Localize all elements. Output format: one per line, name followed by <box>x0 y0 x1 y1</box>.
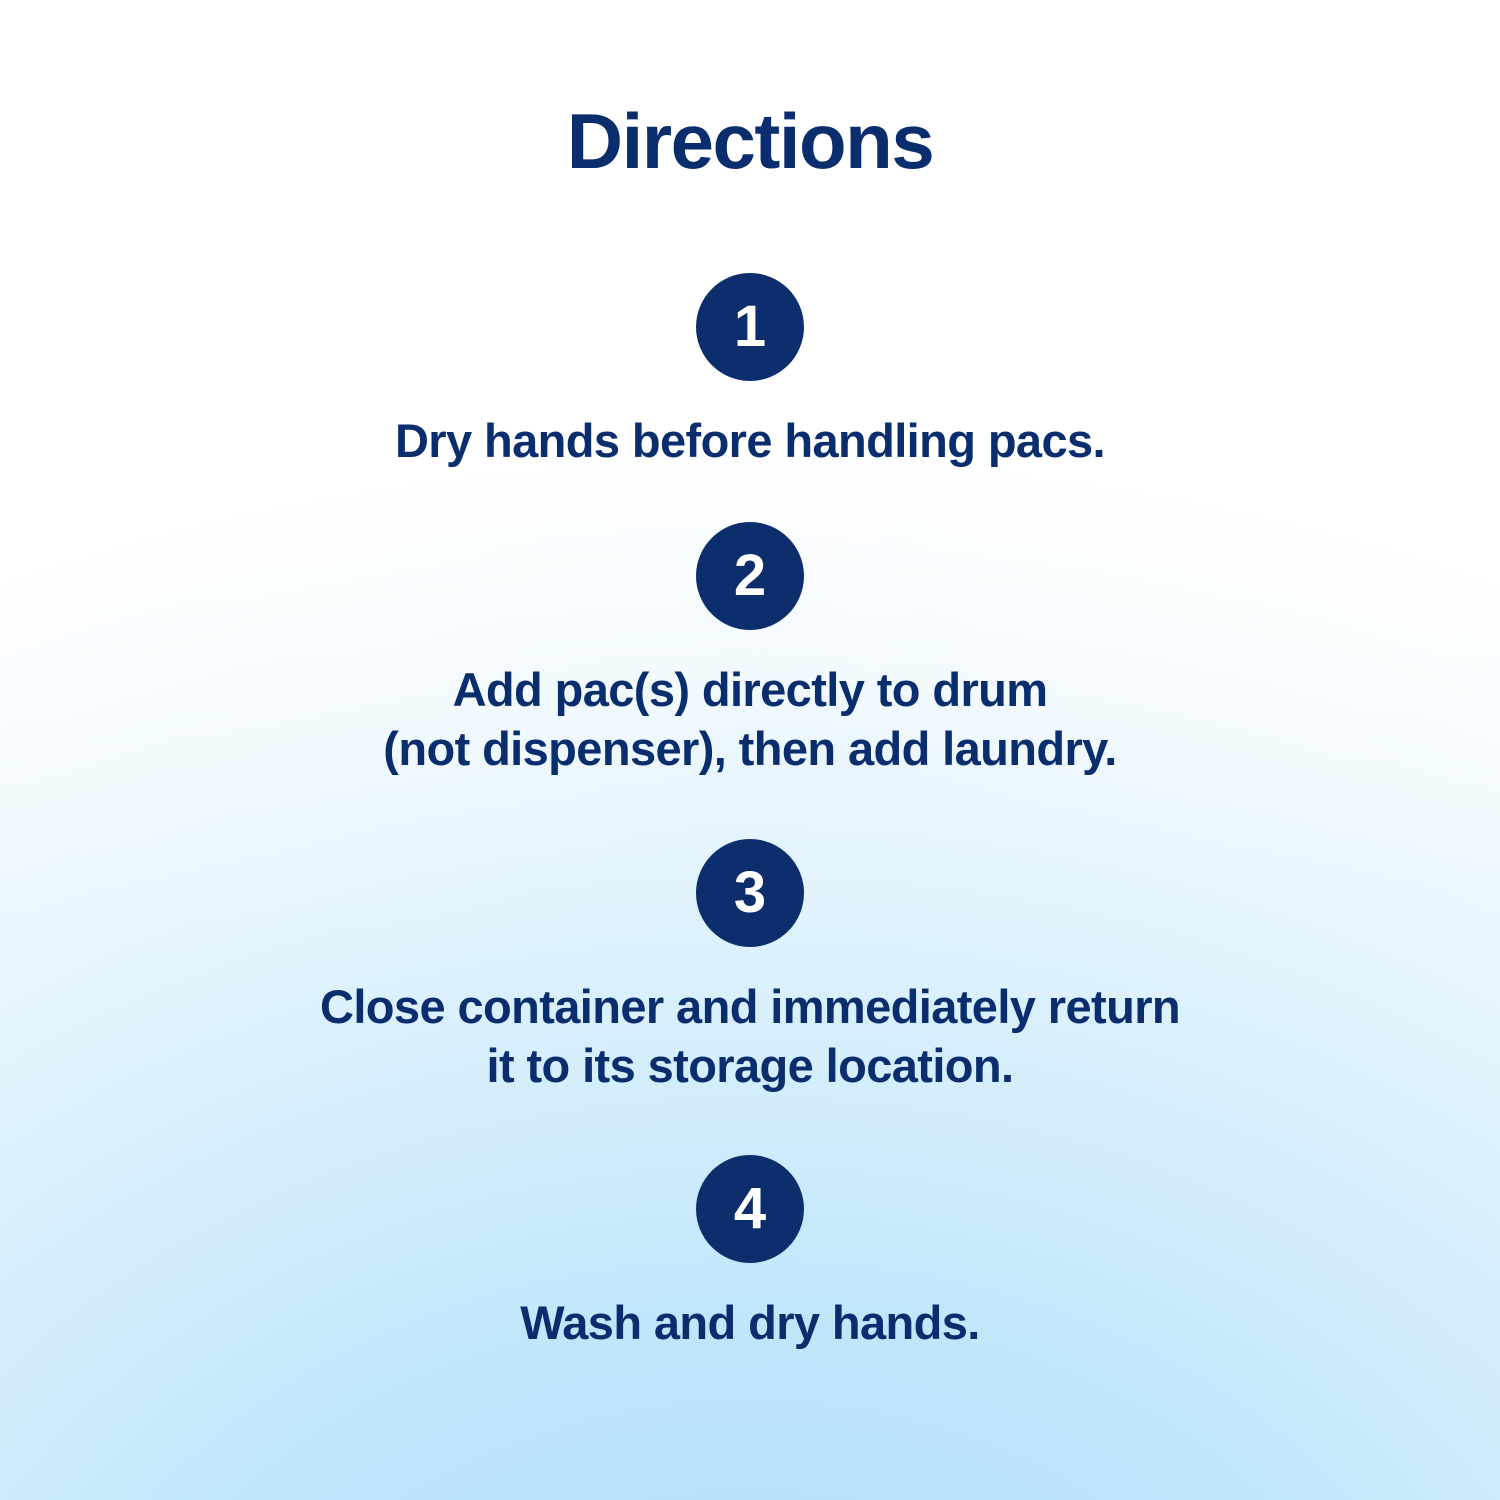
step-number-badge-4: 4 <box>696 1155 804 1263</box>
page-title: Directions <box>566 97 934 185</box>
step-text-4: Wash and dry hands. <box>520 1296 980 1350</box>
step-text-2-emphasis: (not dispenser) <box>383 722 714 776</box>
step-item-3 <box>0 779 1500 1095</box>
step-item-1 <box>0 273 1500 470</box>
step-item-4 <box>0 1095 1500 1352</box>
step-number-badge-1: 1 <box>696 273 804 381</box>
step-text-2-line2-rest: , then add laundry. <box>713 722 1117 776</box>
step-text-2-line1: Add pac(s) directly to drum <box>452 663 1048 717</box>
step-text-3-line2: it to its storage location. <box>486 1038 1014 1092</box>
step-number-badge-2: 2 <box>696 522 804 630</box>
step-number-badge-3: 3 <box>696 839 804 947</box>
step-text-2 <box>353 660 1146 778</box>
steps-list <box>0 273 1500 1352</box>
step-text-3-line1: Close container and immediately return <box>320 979 1180 1033</box>
step-text-3 <box>290 977 1210 1095</box>
step-item-2 <box>0 470 1500 778</box>
step-text-1: Dry hands before handling pacs. <box>394 414 1106 467</box>
